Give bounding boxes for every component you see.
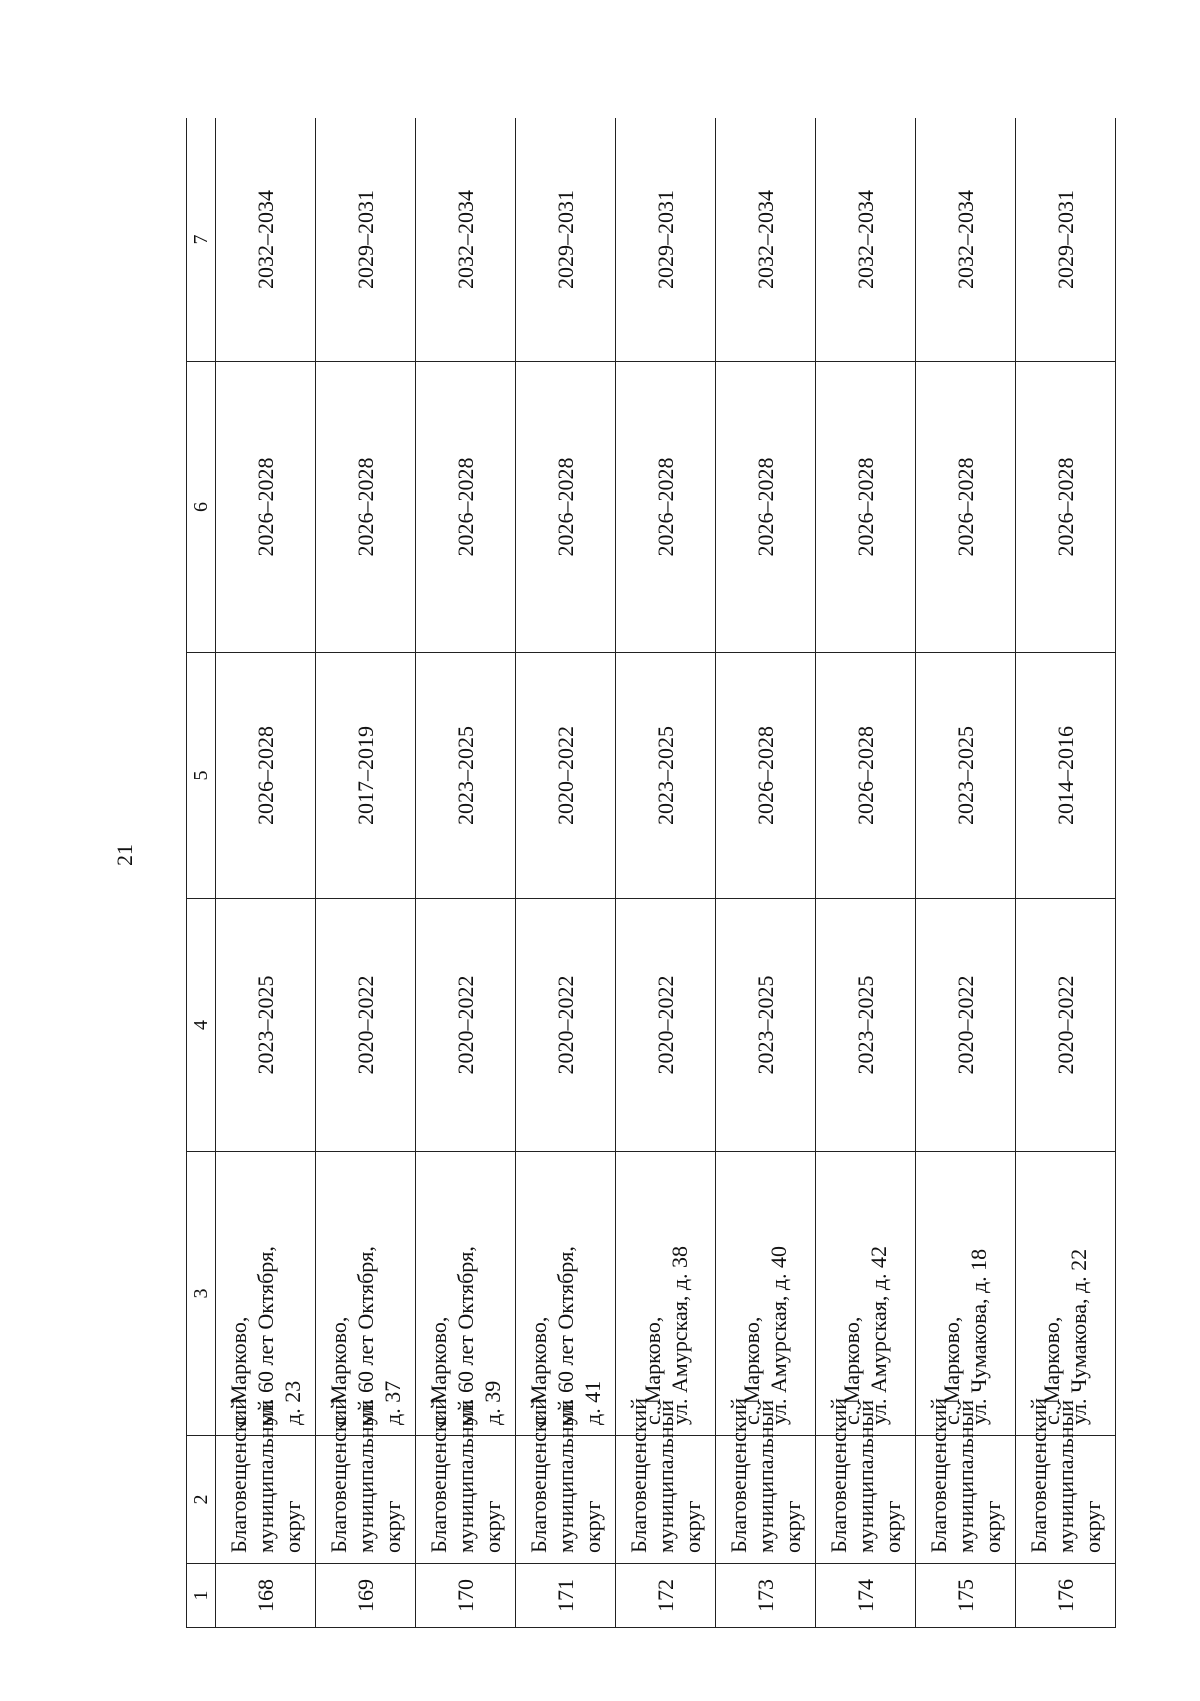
table-row: [616, 118, 716, 1628]
district-line: Благовещенский: [226, 1397, 252, 1553]
address-line: ул. 60 лет Октября,: [453, 1246, 479, 1425]
district-line: Благовещенский: [925, 1397, 951, 1553]
district-line: округ: [680, 1500, 706, 1553]
period-cell-p4: 2020–2022: [616, 899, 716, 1152]
column-number: 5: [187, 653, 216, 899]
address-line: д. 23: [280, 1380, 306, 1425]
row-number-cell: 172: [616, 1564, 716, 1628]
period-cell-p6: 2026–2028: [416, 362, 516, 653]
period-cell-p5: 2023–2025: [915, 653, 1015, 899]
period-cell-p6: 2026–2028: [716, 362, 816, 653]
district-line: муниципальный: [752, 1399, 778, 1553]
district-line: Благовещенский: [426, 1397, 452, 1553]
address-line: с. Марково,: [939, 1316, 965, 1425]
period-cell-p7: 2032–2034: [815, 118, 915, 362]
address-cell: [815, 1152, 915, 1436]
period-cell-p6: 2026–2028: [616, 362, 716, 653]
period-cell-p5: 2020–2022: [516, 653, 616, 899]
period-cell-p5: 2026–2028: [815, 653, 915, 899]
district-line: муниципальный: [453, 1399, 479, 1553]
period-cell-p7: 2032–2034: [716, 118, 816, 362]
address-line: ул. Амурская, д. 38: [666, 1245, 692, 1425]
address-cell: [316, 1152, 416, 1436]
rotated-table-frame: [186, 118, 1116, 1628]
table-row: [316, 118, 416, 1628]
address-line: с. Марково,: [326, 1316, 352, 1425]
address-line: с. Марково,: [839, 1316, 865, 1425]
period-cell-p6: 2026–2028: [316, 362, 416, 653]
district-line: муниципальный: [253, 1399, 279, 1553]
address-cell: [616, 1152, 716, 1436]
row-number-cell: 169: [316, 1564, 416, 1628]
address-line: ул. 60 лет Октября,: [253, 1246, 279, 1425]
period-cell-p7: 2029–2031: [616, 118, 716, 362]
address-line: ул. 60 лет Октября,: [553, 1246, 579, 1425]
period-cell-p7: 2029–2031: [516, 118, 616, 362]
table-row: [216, 118, 316, 1628]
district-line: Благовещенский: [326, 1397, 352, 1553]
district-line: муниципальный: [553, 1399, 579, 1553]
address-line: с. Марково,: [526, 1316, 552, 1425]
column-number: 1: [187, 1564, 216, 1628]
period-cell-p5: 2023–2025: [616, 653, 716, 899]
period-cell-p5: 2026–2028: [716, 653, 816, 899]
table-row: [716, 118, 816, 1628]
address-cell: [416, 1152, 516, 1436]
period-cell-p4: 2020–2022: [915, 899, 1015, 1152]
row-number-cell: 173: [716, 1564, 816, 1628]
column-number: 4: [187, 899, 216, 1152]
page-number: 21: [112, 844, 137, 866]
address-line: д. 41: [580, 1380, 606, 1425]
address-line: д. 39: [480, 1380, 506, 1425]
period-cell-p7: 2032–2034: [416, 118, 516, 362]
district-line: округ: [779, 1500, 805, 1553]
district-line: Благовещенский: [725, 1397, 751, 1553]
table-row: [416, 118, 516, 1628]
address-line: с. Марково,: [1039, 1316, 1065, 1425]
table-row: [516, 118, 616, 1628]
period-cell-p4: 2023–2025: [216, 899, 316, 1152]
district-line: муниципальный: [1052, 1399, 1078, 1553]
period-cell-p4: 2023–2025: [815, 899, 915, 1152]
period-cell-p7: 2029–2031: [1015, 118, 1115, 362]
column-number: 7: [187, 118, 216, 362]
row-number-cell: 171: [516, 1564, 616, 1628]
district-line: муниципальный: [852, 1399, 878, 1553]
row-number-cell: 175: [915, 1564, 1015, 1628]
address-cell: [915, 1152, 1015, 1436]
column-number-row: [187, 118, 216, 1628]
period-cell-p5: 2023–2025: [416, 653, 516, 899]
table-row: [1015, 118, 1115, 1628]
period-cell-p5: 2014–2016: [1015, 653, 1115, 899]
period-cell-p6: 2026–2028: [815, 362, 915, 653]
table-container: [186, 118, 1116, 1628]
column-number: 3: [187, 1152, 216, 1436]
district-cell: [716, 1397, 816, 1564]
address-cell: [716, 1152, 816, 1436]
period-cell-p4: 2020–2022: [516, 899, 616, 1152]
period-cell-p7: 2032–2034: [216, 118, 316, 362]
district-line: муниципальный: [653, 1399, 679, 1553]
address-line: ул. Амурская, д. 42: [866, 1245, 892, 1425]
period-cell-p6: 2026–2028: [516, 362, 616, 653]
address-cell: [1015, 1152, 1115, 1436]
district-line: Благовещенский: [626, 1397, 652, 1553]
row-number-cell: 170: [416, 1564, 516, 1628]
period-cell-p7: 2032–2034: [915, 118, 1015, 362]
period-cell-p5: 2017–2019: [316, 653, 416, 899]
address-line: ул. Амурская, д. 40: [766, 1245, 792, 1425]
period-cell-p7: 2029–2031: [316, 118, 416, 362]
district-cell: [815, 1397, 915, 1564]
housing-repair-schedule-table: [186, 118, 1116, 1628]
address-line: ул. 60 лет Октября,: [353, 1246, 379, 1425]
period-cell-p4: 2020–2022: [416, 899, 516, 1152]
address-line: с. Марково,: [639, 1316, 665, 1425]
address-line: с. Марково,: [739, 1316, 765, 1425]
column-number: 6: [187, 362, 216, 653]
district-line: округ: [879, 1500, 905, 1553]
table-row: [915, 118, 1015, 1628]
district-cell: [915, 1397, 1015, 1564]
address-line: д. 37: [380, 1380, 406, 1425]
district-line: Благовещенский: [1025, 1397, 1051, 1553]
district-line: округ: [380, 1500, 406, 1553]
address-line: с. Марково,: [426, 1316, 452, 1425]
row-number-cell: 176: [1015, 1564, 1115, 1628]
district-line: округ: [979, 1500, 1005, 1553]
period-cell-p4: 2023–2025: [716, 899, 816, 1152]
district-cell: [1015, 1397, 1115, 1564]
address-line: с. Марково,: [226, 1316, 252, 1425]
period-cell-p4: 2020–2022: [316, 899, 416, 1152]
address-cell: [516, 1152, 616, 1436]
district-line: Благовещенский: [526, 1397, 552, 1553]
period-cell-p6: 2026–2028: [216, 362, 316, 653]
table-row: [815, 118, 915, 1628]
period-cell-p5: 2026–2028: [216, 653, 316, 899]
address-cell: [216, 1152, 316, 1436]
row-number-cell: 174: [815, 1564, 915, 1628]
address-line: ул. Чумакова, д. 18: [966, 1248, 992, 1425]
address-line: ул. Чумакова, д. 22: [1066, 1248, 1092, 1425]
district-line: округ: [480, 1500, 506, 1553]
district-line: муниципальный: [952, 1399, 978, 1553]
district-line: округ: [1079, 1500, 1105, 1553]
district-line: муниципальный: [353, 1399, 379, 1553]
period-cell-p6: 2026–2028: [1015, 362, 1115, 653]
period-cell-p4: 2020–2022: [1015, 899, 1115, 1152]
district-line: округ: [580, 1500, 606, 1553]
district-line: округ: [280, 1500, 306, 1553]
period-cell-p6: 2026–2028: [915, 362, 1015, 653]
row-number-cell: 168: [216, 1564, 316, 1628]
district-line: Благовещенский: [825, 1397, 851, 1553]
column-number: 2: [187, 1436, 216, 1564]
district-cell: [616, 1397, 716, 1564]
